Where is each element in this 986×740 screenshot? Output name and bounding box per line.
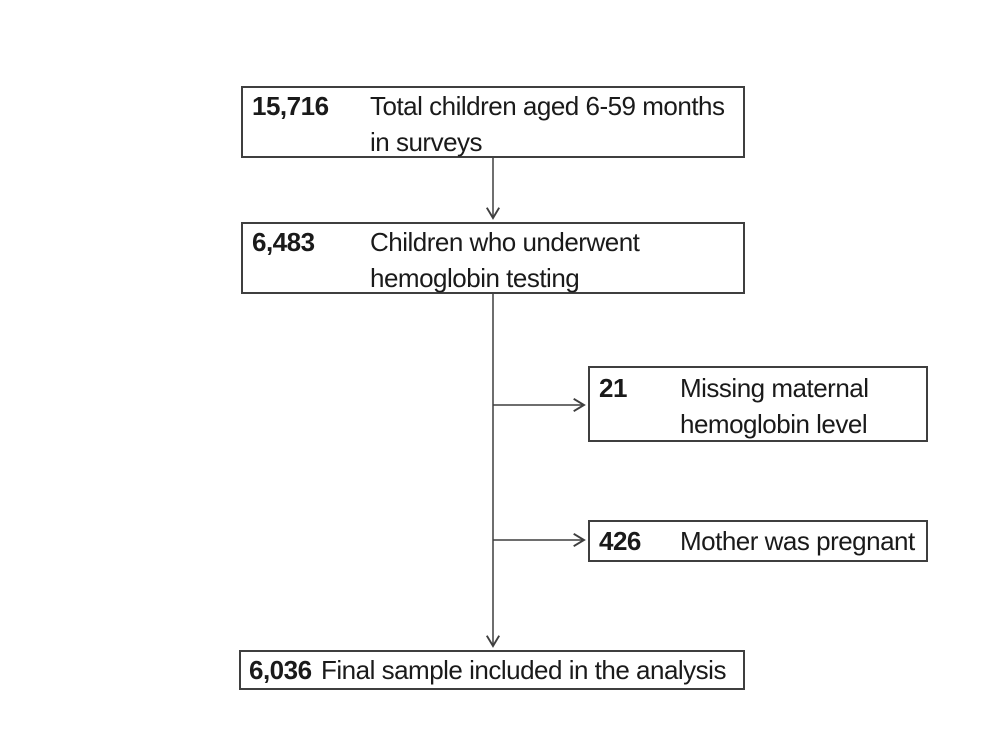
flow-box-hb-tested-children	[241, 222, 745, 294]
label-line: in surveys	[370, 127, 483, 157]
label-total-children	[370, 88, 725, 160]
label-line: Mother was pregnant	[680, 526, 915, 556]
count-hb-tested-children: 6,483	[252, 227, 315, 257]
label-line: Missing maternal	[680, 373, 869, 403]
flow-box-total-children	[241, 86, 745, 158]
flow-box-missing-maternal-hb	[588, 366, 928, 442]
label-line: Final sample included in the analysis	[321, 655, 726, 685]
label-line: hemoglobin level	[680, 409, 868, 439]
count-missing-maternal-hb: 21	[599, 373, 627, 403]
label-hb-tested-children	[370, 224, 639, 296]
label-line: Total children aged 6-59 months	[370, 91, 725, 121]
label-mother-pregnant	[680, 523, 915, 559]
count-mother-pregnant: 426	[599, 526, 641, 556]
flow-box-mother-pregnant	[588, 520, 928, 562]
count-total-children: 15,716	[252, 91, 329, 121]
label-line: Children who underwent	[370, 227, 640, 257]
label-line: hemoglobin testing	[370, 263, 580, 293]
count-final-sample: 6,036	[249, 655, 312, 685]
label-final-sample	[321, 652, 726, 688]
flow-box-final-sample	[239, 650, 745, 690]
label-missing-maternal-hb	[680, 370, 869, 442]
